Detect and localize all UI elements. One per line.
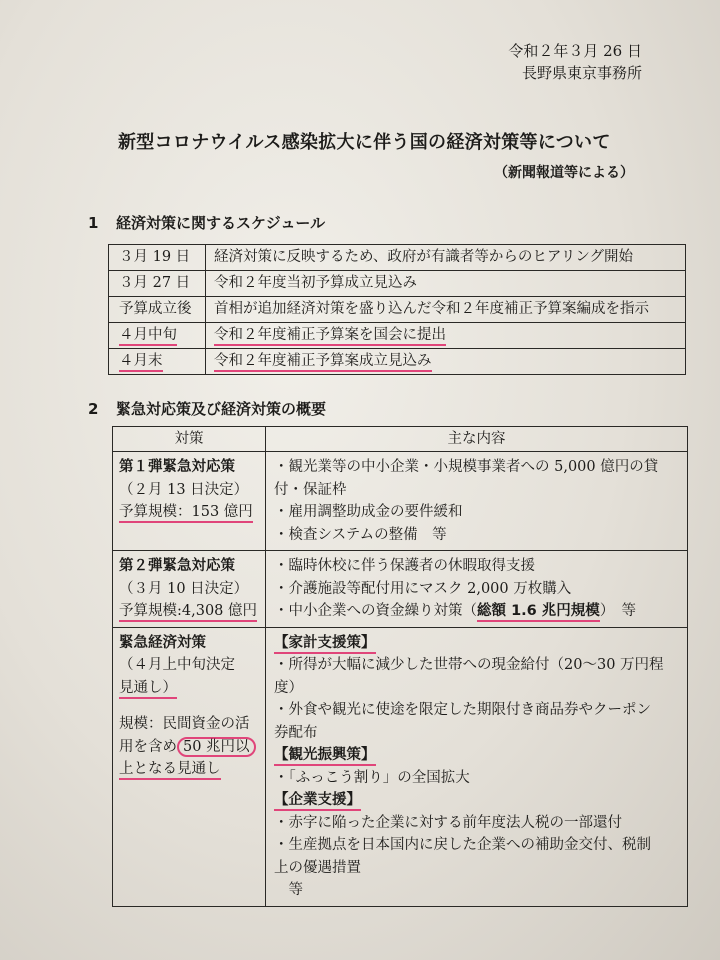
- column-header: 主な内容: [266, 427, 688, 452]
- table-row: [109, 323, 686, 349]
- highlighted-text: 総額 1.6 兆円規模: [477, 603, 600, 622]
- schedule-table: [108, 244, 686, 375]
- schedule-when: ３月 27 日: [109, 271, 206, 297]
- schedule-what: [206, 349, 686, 375]
- measure-scale: 予算規模：153 億円: [119, 504, 253, 523]
- table-row: [109, 271, 686, 297]
- content-item-text: ・中小企業への資金繰り対策（: [274, 603, 478, 619]
- measure-decided: （４月上中旬決定: [119, 657, 235, 673]
- column-header: 対策: [113, 427, 266, 452]
- overview-table: [112, 426, 688, 907]
- section-number: 1: [88, 214, 99, 232]
- table-row: [113, 551, 688, 628]
- section-1-heading: [88, 212, 325, 233]
- subheading: 【企業支援】: [274, 792, 361, 811]
- measure-scale: [119, 736, 257, 759]
- measure-decided: （３月 10 日決定）: [119, 580, 249, 597]
- issuing-office: 長野県東京事務所: [521, 64, 642, 82]
- section-number: 2: [88, 400, 99, 418]
- section-title: 緊急対応策及び経済対策の概要: [116, 400, 327, 418]
- measure-decided: 見通し）: [119, 680, 177, 699]
- table-row: [113, 452, 688, 551]
- content-item: ・介護施設等配付用にマスク 2,000 万枚購入: [274, 580, 572, 597]
- schedule-what: 経済対策に反映するため、政府が有識者等からのヒアリング開始: [206, 245, 686, 271]
- measure-cell: [113, 627, 266, 906]
- document-title: 新型コロナウイルス感染拡大に伴う国の経済対策等について: [118, 132, 611, 153]
- content-item-text: ） 等: [599, 603, 637, 619]
- document-date: 令和２年３月 26 日: [508, 42, 642, 60]
- measure-scale: 規模：民間資金の活: [119, 716, 250, 732]
- schedule-what: [206, 323, 686, 349]
- measure-name: 緊急経済対策: [119, 634, 206, 651]
- content-cell: [266, 627, 688, 906]
- content-item: 券配布: [274, 724, 318, 741]
- table-row: [109, 297, 686, 323]
- highlighted-text: ４月末: [119, 353, 163, 372]
- highlighted-text: 令和２年度補正予算案成立見込み: [214, 353, 432, 372]
- content-item: 上の優遇措置: [274, 859, 362, 876]
- content-item: ・所得が大幅に減少した世帯への現金給付（20～30 万円程: [274, 657, 664, 673]
- section-2-heading: [88, 398, 326, 419]
- subheading: 【観光振興策】: [274, 747, 376, 766]
- source-note: （新聞報道等による）: [494, 165, 634, 181]
- highlighted-text: ４月中旬: [119, 327, 177, 346]
- content-item: ・観光業等の中小企業・小規模事業者への 5,000 億円の貸: [274, 459, 659, 475]
- content-item: ・検査システムの整備 等: [274, 526, 447, 543]
- measure-scale: 予算規模:4,308 億円: [119, 603, 257, 622]
- schedule-when: [109, 349, 206, 375]
- measure-cell: [113, 452, 266, 551]
- schedule-when: [109, 323, 206, 349]
- subheading: 【家計支援策】: [274, 635, 376, 654]
- content-item: ・雇用調整助成金の要件緩和: [274, 504, 463, 520]
- content-item: 等: [274, 882, 304, 898]
- highlighted-text: 50 兆円以: [177, 737, 256, 757]
- content-item: ・外食や観光に使途を限定した期限付き商品券やクーポン: [274, 702, 652, 718]
- schedule-what: 首相が追加経済対策を盛り込んだ令和２年度補正予算案編成を指示: [206, 297, 686, 323]
- schedule-when: ３月 19 日: [109, 245, 206, 271]
- table-row: [113, 627, 688, 906]
- content-item: ・臨時休校に伴う保護者の休暇取得支援: [274, 558, 536, 574]
- measure-scale: 上となる見通し: [119, 761, 221, 780]
- measure-name: 第２弾緊急対応策: [119, 558, 235, 574]
- content-item: ・生産拠点を日本国内に戻した企業への補助金交付、税制: [274, 837, 652, 853]
- table-row: [109, 245, 686, 271]
- table-header-row: [113, 427, 688, 452]
- schedule-when: 予算成立後: [109, 297, 206, 323]
- content-cell: [266, 551, 688, 628]
- content-item: ・「ふっこう割り」の全国拡大: [274, 769, 470, 786]
- section-title: 経済対策に関するスケジュール: [116, 214, 326, 232]
- measure-decided: （２月 13 日決定）: [119, 481, 249, 498]
- content-item: [274, 600, 679, 623]
- measure-cell: [113, 551, 266, 628]
- content-cell: [266, 452, 688, 551]
- content-item: ・赤字に陥った企業に対する前年度法人税の一部還付: [274, 814, 623, 831]
- document-header: [508, 40, 642, 84]
- content-item: 付・保証枠: [274, 481, 347, 498]
- measure-name: 第１弾緊急対応策: [119, 459, 235, 475]
- measure-scale-text: 用を含め: [119, 738, 177, 755]
- content-item: 度）: [274, 679, 304, 696]
- highlighted-text: 令和２年度補正予算案を国会に提出: [214, 327, 446, 346]
- table-row: [109, 349, 686, 375]
- schedule-what: 令和２年度当初予算成立見込み: [206, 271, 686, 297]
